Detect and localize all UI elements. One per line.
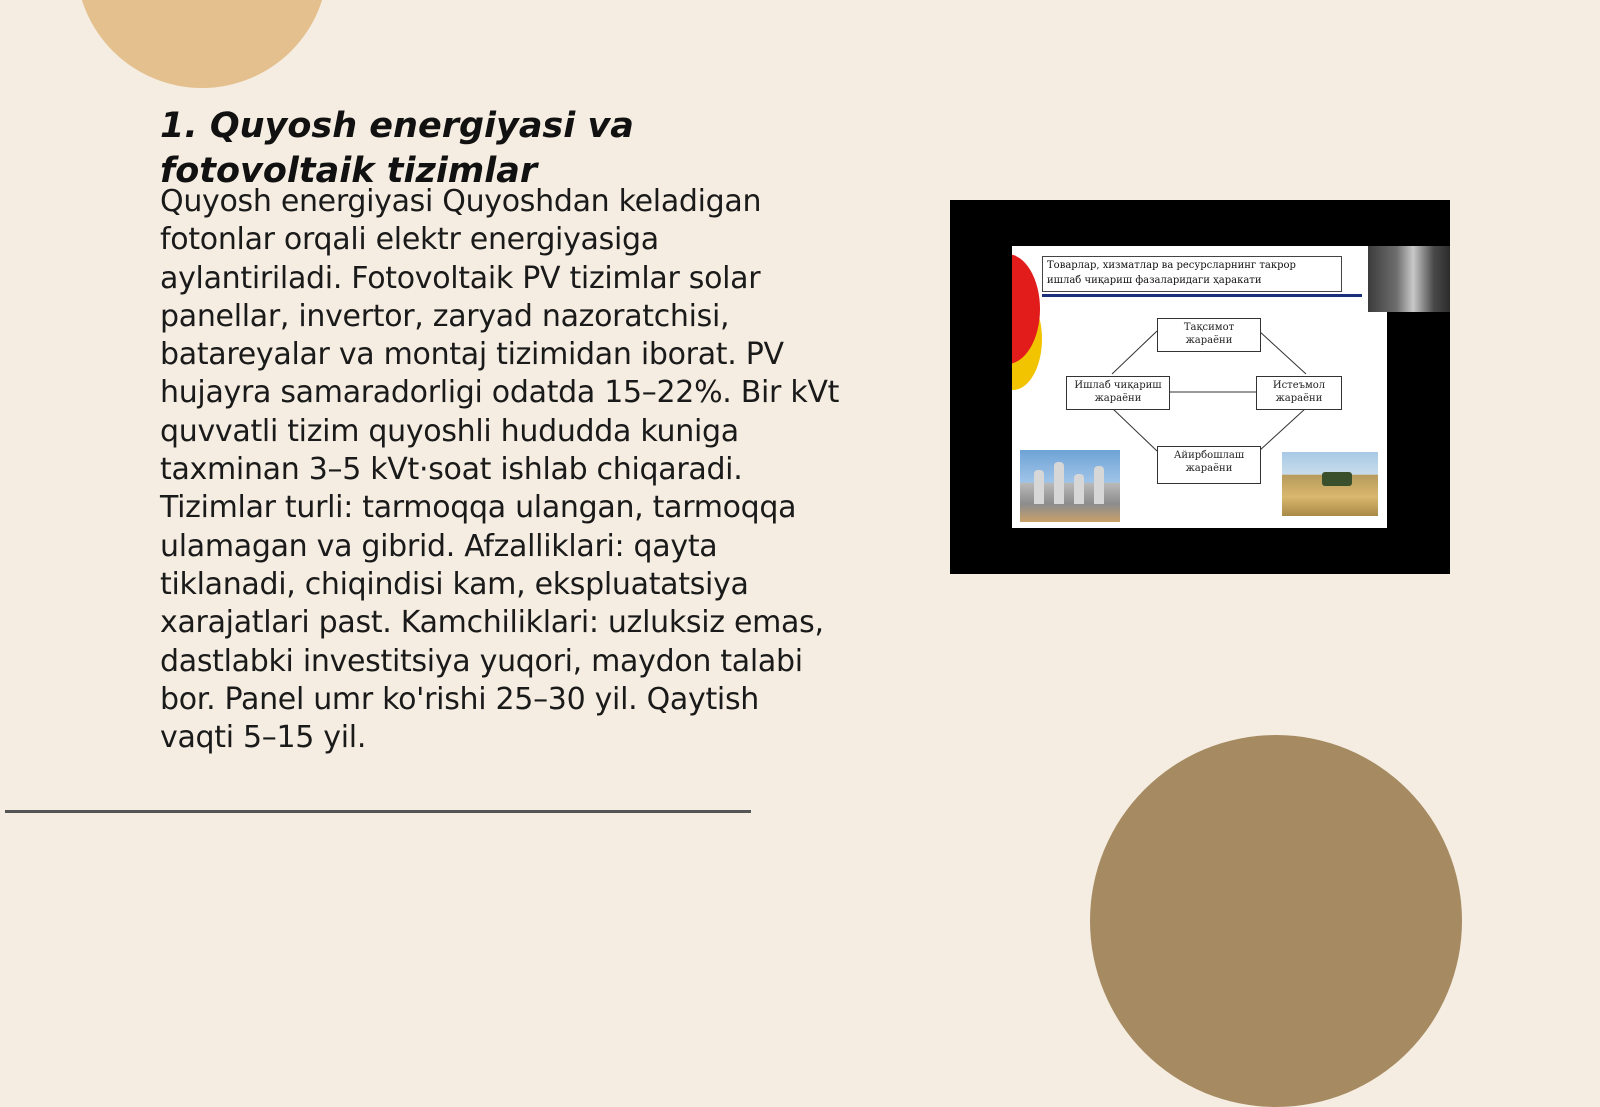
slide-title: 1. Quyosh energiyasi va fotovoltaik tizimlar (160, 106, 634, 191)
factory-photo (1020, 450, 1120, 522)
diagram-box-consumption: Истеъмол жараёни (1256, 376, 1342, 410)
diagram-box-exchange: Айирбошлаш жараёни (1157, 446, 1261, 484)
decorative-circle-bottom (1090, 735, 1462, 1107)
inner-header-line-2: ишлаб чиқариш фазаларидаги ҳаракати (1047, 275, 1262, 286)
diagram-box-production: Ишлаб чиқариш жараёни (1066, 376, 1170, 410)
inner-slide (1012, 246, 1387, 528)
harvest-field-photo (1282, 452, 1378, 516)
inner-header-line-1: Товарлар, хизматлар ва ресурсларнинг такрор (1047, 260, 1296, 271)
decorative-circle-top (76, 0, 328, 88)
divider-line (5, 810, 751, 813)
camera-thumbnail (1368, 246, 1450, 312)
slide-body-text: Quyosh energiyasi Quyoshdan keladigan fotonlar orqali elektr energiyasiga aylantiriladi. Fotovoltaik PV tizimlar solar panellar, invertor, zaryad nazoratchisi, batareyalar va montaj tizimidan iborat. PV hujayra samaradorligi odatda 15–22%. Bir kVt quvvatli tizim quyoshli hududda kuniga taxminan 3–5 kVt·soat ishlab chiqaradi. Tizimlar turli: tarmoqqa ulangan, tarmoqqa ulamagan va gibrid. Afzalliklari: qayta tiklanadi, chiqindisi kam, ekspluatatsiya xarajatlari past. Kamchiliklari: uzluksiz emas, dastlabki investitsiya yuqori, maydon talabi bor. Panel umr ko'rishi 25–30 yil. Qaytish vaqti 5–15 yil. (160, 184, 840, 756)
embedded-screenshot-image (950, 200, 1450, 574)
diagram-box-distribution: Тақсимот жараёни (1157, 318, 1261, 352)
